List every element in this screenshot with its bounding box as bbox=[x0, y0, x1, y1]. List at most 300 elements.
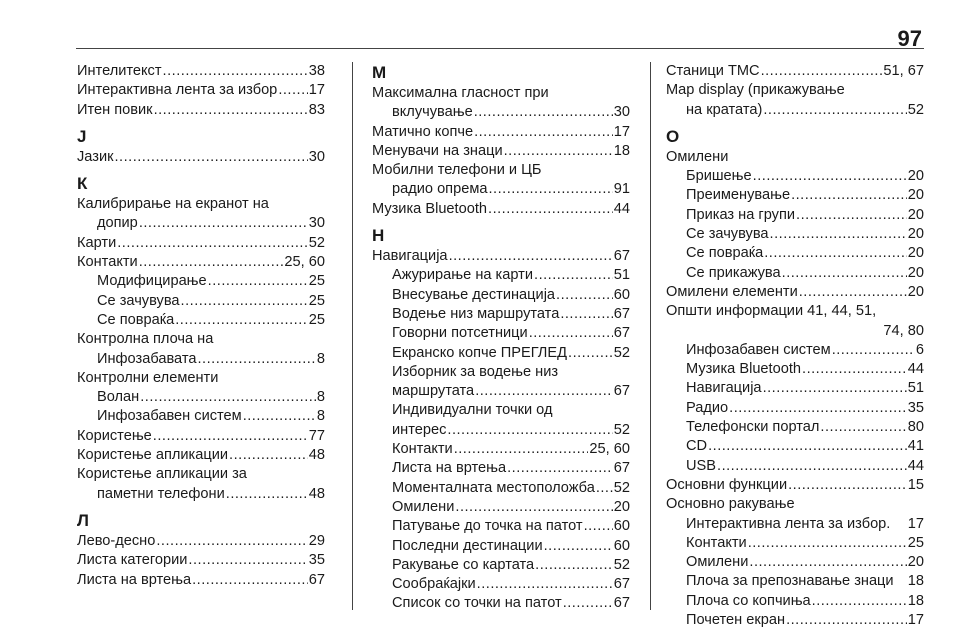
entry-text: Листа на вртења bbox=[77, 571, 192, 588]
index-line bbox=[666, 264, 924, 283]
index-entry bbox=[77, 369, 325, 388]
entry-text: Лево-десно bbox=[77, 532, 156, 549]
index-line bbox=[666, 553, 924, 572]
index-line bbox=[372, 459, 630, 478]
page-ref: 20 bbox=[907, 264, 924, 281]
dot-leader bbox=[139, 214, 308, 233]
index-entry bbox=[77, 253, 325, 272]
index-line bbox=[77, 62, 325, 81]
dot-leader bbox=[791, 186, 907, 205]
dot-leader bbox=[761, 62, 883, 81]
index-line bbox=[666, 418, 924, 437]
index-line bbox=[77, 214, 325, 233]
page-ref: 25, 60 bbox=[589, 441, 630, 458]
dot-leader bbox=[504, 142, 613, 161]
dot-leader bbox=[832, 341, 915, 360]
index-entry bbox=[77, 330, 325, 369]
index-subentry bbox=[77, 407, 325, 426]
index-line bbox=[666, 592, 924, 611]
entry-text: Модифицирање bbox=[97, 273, 207, 290]
page-ref: 17 bbox=[907, 515, 924, 532]
index-subentry bbox=[666, 186, 924, 205]
entry-text: Основни функции bbox=[666, 476, 788, 493]
index-line bbox=[666, 302, 924, 321]
page-ref: 44 bbox=[613, 200, 630, 217]
entry-text: USB bbox=[686, 457, 717, 474]
index-line bbox=[372, 247, 630, 266]
index-line bbox=[666, 244, 924, 263]
index-line bbox=[666, 62, 924, 81]
entry-text: CD bbox=[686, 438, 708, 455]
index-line bbox=[372, 401, 630, 420]
dot-leader bbox=[114, 148, 307, 167]
index-line bbox=[666, 101, 924, 120]
entry-text: Моменталната местоположба bbox=[392, 479, 595, 496]
dot-leader bbox=[753, 167, 907, 186]
entry-text: Приказ на групи bbox=[686, 206, 796, 223]
index-line bbox=[372, 575, 630, 594]
page-ref: 67 bbox=[613, 460, 630, 477]
index-letter-heading: Ј bbox=[77, 126, 87, 146]
index-line bbox=[77, 388, 325, 407]
index-subentry bbox=[666, 167, 924, 186]
dot-leader bbox=[584, 517, 613, 536]
index-line bbox=[372, 324, 630, 343]
index-entry bbox=[77, 234, 325, 253]
page-ref: 20 bbox=[907, 245, 924, 262]
index-line bbox=[77, 292, 325, 311]
index-subentry bbox=[666, 437, 924, 456]
page-ref: 20 bbox=[907, 168, 924, 185]
index-line bbox=[77, 407, 325, 426]
dot-leader bbox=[243, 407, 316, 426]
entry-text: Почетен екран bbox=[686, 612, 786, 629]
index-line bbox=[77, 485, 325, 504]
index-line bbox=[77, 81, 325, 100]
index-subentry bbox=[372, 537, 630, 556]
column-divider bbox=[650, 62, 651, 610]
index-column-3 bbox=[666, 62, 924, 629]
page-ref: 20 bbox=[907, 554, 924, 571]
entry-text: Навигација bbox=[686, 380, 762, 397]
entry-text: Контролни елементи bbox=[77, 369, 219, 386]
index-entry bbox=[77, 446, 325, 465]
entry-text: Преименување bbox=[686, 187, 791, 204]
page-ref: 74, 80 bbox=[883, 322, 924, 339]
page-ref: 15 bbox=[907, 476, 924, 493]
index-line bbox=[372, 142, 630, 161]
dot-leader bbox=[563, 594, 613, 613]
page-ref: 25, 60 bbox=[284, 254, 325, 271]
page-ref: 52 bbox=[613, 479, 630, 496]
entry-text: Листа категории bbox=[77, 552, 188, 569]
dot-leader bbox=[560, 305, 612, 324]
dot-leader bbox=[788, 476, 907, 495]
index-line bbox=[77, 532, 325, 551]
page-ref: 29 bbox=[308, 532, 325, 549]
index-line bbox=[666, 186, 924, 205]
index-subentry bbox=[666, 206, 924, 225]
page-ref: 20 bbox=[907, 187, 924, 204]
index-line bbox=[666, 476, 924, 495]
entry-text: Јазик bbox=[77, 148, 114, 165]
page-ref: 30 bbox=[613, 104, 630, 121]
dot-leader bbox=[802, 360, 907, 379]
entry-text: паметни телефони bbox=[97, 485, 225, 502]
dot-leader bbox=[749, 553, 906, 572]
page-ref: 8 bbox=[316, 408, 325, 425]
entry-text: Сообраќајки bbox=[392, 576, 476, 593]
index-line bbox=[77, 253, 325, 272]
entry-text: Интерактивна лента за избор bbox=[77, 82, 278, 99]
index-entry bbox=[77, 465, 325, 504]
entry-text: Инфозабавен систем bbox=[686, 341, 831, 358]
index-line bbox=[77, 551, 325, 570]
index-subentry bbox=[372, 363, 630, 402]
index-line bbox=[372, 200, 630, 219]
dot-leader bbox=[154, 101, 308, 120]
index-line bbox=[666, 225, 924, 244]
entry-text: Користење bbox=[77, 427, 152, 444]
entry-text: маршрутата bbox=[392, 383, 475, 400]
page-ref: 80 bbox=[907, 419, 924, 436]
entry-text: Телефонски портал bbox=[686, 419, 820, 436]
page-ref: 30 bbox=[308, 215, 325, 232]
index-subentry bbox=[666, 399, 924, 418]
entry-text: Општи информации 41, 44, 51, bbox=[666, 303, 877, 320]
page-ref: 67 bbox=[613, 248, 630, 265]
index-entry bbox=[77, 551, 325, 570]
index-line bbox=[77, 272, 325, 291]
index-line bbox=[666, 322, 924, 341]
index-line bbox=[372, 556, 630, 575]
dot-leader bbox=[229, 446, 308, 465]
index-line bbox=[372, 161, 630, 180]
entry-text: Внесување дестинација bbox=[392, 286, 556, 303]
entry-text: Индивидуални точки од bbox=[392, 402, 553, 419]
dot-leader bbox=[449, 247, 613, 266]
entry-text: Интелитекст bbox=[77, 63, 162, 79]
index-line bbox=[372, 517, 630, 536]
entry-text: Омилени bbox=[392, 498, 455, 515]
entry-text: Омилени bbox=[686, 554, 749, 571]
index-line bbox=[372, 440, 630, 459]
index-line bbox=[77, 350, 325, 369]
dot-leader bbox=[534, 266, 613, 285]
page-ref: 25 bbox=[308, 311, 325, 328]
page-ref: 30 bbox=[308, 148, 325, 165]
dot-leader bbox=[596, 479, 613, 498]
index-line bbox=[666, 283, 924, 302]
index-letter-heading: Л bbox=[77, 510, 89, 530]
page-ref: 44 bbox=[907, 361, 924, 378]
dot-leader bbox=[181, 292, 308, 311]
page-ref: 18 bbox=[613, 142, 630, 159]
index-line bbox=[372, 498, 630, 517]
dot-leader bbox=[475, 382, 613, 401]
page-ref: 17 bbox=[907, 612, 924, 629]
dot-leader bbox=[477, 575, 613, 594]
index-line bbox=[77, 148, 325, 167]
index-line bbox=[77, 369, 325, 388]
entry-text: Итен повик bbox=[77, 101, 153, 118]
index-subentry bbox=[372, 594, 630, 613]
entry-text: Максимална гласност при bbox=[372, 85, 549, 101]
page-ref: 52 bbox=[613, 556, 630, 573]
index-entry bbox=[372, 84, 630, 123]
page-ref: 41 bbox=[907, 438, 924, 455]
index-line bbox=[666, 457, 924, 476]
dot-leader bbox=[782, 264, 907, 283]
index-subentry bbox=[77, 388, 325, 407]
index-line bbox=[372, 382, 630, 401]
page-ref: 35 bbox=[907, 399, 924, 416]
entry-text: вклучување bbox=[392, 104, 473, 121]
index-subentry bbox=[77, 311, 325, 330]
entry-text: Бришење bbox=[686, 168, 752, 185]
entry-text: Музика Bluetooth bbox=[372, 200, 488, 217]
index-line bbox=[372, 286, 630, 305]
entry-text: Се зачувува bbox=[686, 226, 769, 243]
index-line bbox=[666, 206, 924, 225]
dot-leader bbox=[812, 592, 907, 611]
entry-text: интерес bbox=[392, 421, 447, 438]
dot-leader bbox=[544, 537, 613, 556]
index-line bbox=[77, 427, 325, 446]
entry-text: Користење апликации bbox=[77, 447, 229, 464]
entry-text: Менувачи на знаци bbox=[372, 142, 503, 159]
index-line bbox=[372, 266, 630, 285]
dot-leader bbox=[140, 388, 316, 407]
page-ref: 17 bbox=[613, 123, 630, 140]
dot-leader bbox=[278, 81, 307, 100]
index-entry bbox=[372, 142, 630, 161]
index-entry bbox=[77, 148, 325, 167]
page-ref: 51 bbox=[613, 267, 630, 284]
index-subentry bbox=[372, 266, 630, 285]
index-line bbox=[372, 479, 630, 498]
dot-leader bbox=[799, 283, 907, 302]
dot-leader bbox=[729, 399, 907, 418]
entry-text: Контакти bbox=[392, 441, 453, 458]
index-letter-heading: Н bbox=[372, 226, 385, 246]
entry-text: Екранско копче ПРЕГЛЕД bbox=[392, 344, 568, 361]
index-subentry bbox=[372, 401, 630, 440]
index-line bbox=[77, 571, 325, 590]
index-line bbox=[372, 180, 630, 199]
page-number: 97 bbox=[897, 26, 922, 51]
entry-text: Список со точки на патот bbox=[392, 595, 562, 612]
dot-leader bbox=[192, 571, 308, 590]
index-line bbox=[372, 537, 630, 556]
dot-leader bbox=[770, 225, 907, 244]
index-line bbox=[372, 363, 630, 382]
entry-text: Контакти bbox=[686, 534, 747, 551]
entry-text: Интерактивна лента за избор. bbox=[686, 515, 891, 532]
entry-text: Изборник за водење низ bbox=[392, 363, 559, 380]
index-line bbox=[372, 123, 630, 142]
page-ref: 6 bbox=[915, 341, 924, 358]
index-entry bbox=[77, 532, 325, 551]
entry-text: Матично копче bbox=[372, 123, 474, 140]
index-entry bbox=[372, 200, 630, 219]
page-ref: 20 bbox=[907, 283, 924, 300]
index-line bbox=[77, 446, 325, 465]
index-line bbox=[666, 437, 924, 456]
entry-text: Контролна плоча на bbox=[77, 331, 214, 348]
index-line bbox=[666, 515, 924, 534]
entry-text: Се повраќа bbox=[686, 245, 764, 262]
entry-text: Плоча со копчиња bbox=[686, 592, 811, 609]
dot-leader bbox=[717, 457, 907, 476]
dot-leader bbox=[556, 286, 613, 305]
page-ref: 67 bbox=[613, 576, 630, 593]
index-line bbox=[666, 572, 924, 591]
index-subentry bbox=[372, 479, 630, 498]
index-subentry bbox=[372, 305, 630, 324]
page-ref: 77 bbox=[308, 427, 325, 444]
page-ref: 25 bbox=[907, 534, 924, 551]
index-line bbox=[666, 611, 924, 630]
entry-text: Мобилни телефони и ЦБ bbox=[372, 162, 542, 179]
entry-text: Контакти bbox=[77, 254, 138, 271]
index-letter-heading: О bbox=[666, 126, 680, 146]
index-entry bbox=[666, 148, 924, 167]
page-ref: 25 bbox=[308, 273, 325, 290]
index-line bbox=[77, 465, 325, 484]
index-subentry bbox=[372, 286, 630, 305]
dot-leader bbox=[117, 234, 308, 253]
dot-leader bbox=[226, 485, 308, 504]
page-ref: 60 bbox=[613, 286, 630, 303]
entry-text: Калибрирање на екранот на bbox=[77, 196, 269, 213]
dot-leader bbox=[197, 350, 315, 369]
page-ref: 17 bbox=[308, 82, 325, 99]
entry-text: Волан bbox=[97, 389, 140, 406]
index-line bbox=[666, 81, 924, 100]
index-subentry bbox=[666, 515, 924, 534]
entry-text: Музика Bluetooth bbox=[686, 361, 802, 378]
dot-leader bbox=[535, 556, 613, 575]
dot-leader bbox=[796, 206, 907, 225]
page-ref: 35 bbox=[308, 552, 325, 569]
page-ref: 67 bbox=[613, 383, 630, 400]
dot-leader bbox=[455, 498, 612, 517]
index-entry bbox=[666, 62, 924, 81]
entry-text: Водење низ маршрутата bbox=[392, 305, 560, 322]
index-entry bbox=[666, 495, 924, 514]
page-ref: 60 bbox=[613, 518, 630, 535]
index-entry bbox=[666, 283, 924, 302]
entry-text: Омилени bbox=[666, 148, 729, 165]
dot-leader bbox=[708, 437, 907, 456]
entry-text: Навигација bbox=[372, 248, 448, 265]
index-entry bbox=[77, 195, 325, 234]
index-entry bbox=[77, 62, 325, 81]
entry-text: Инфозабавата bbox=[97, 350, 197, 367]
entry-text: Инфозабавен систем bbox=[97, 408, 242, 425]
page-ref: 67 bbox=[613, 595, 630, 612]
page-ref: 67 bbox=[308, 571, 325, 588]
page-ref: 51 bbox=[907, 380, 924, 397]
index-line bbox=[372, 421, 630, 440]
entry-text: Патување до точка на патот bbox=[392, 518, 583, 535]
dot-leader bbox=[820, 418, 906, 437]
entry-text: Map display (прикажување bbox=[666, 82, 845, 99]
index-subentry bbox=[666, 572, 924, 591]
page-ref: 48 bbox=[308, 447, 325, 464]
entry-text: Се повраќа bbox=[97, 311, 175, 328]
index-entry bbox=[666, 476, 924, 495]
page-ref: 8 bbox=[316, 389, 325, 406]
index-line bbox=[666, 379, 924, 398]
dot-leader bbox=[568, 344, 613, 363]
dot-leader bbox=[474, 123, 613, 142]
entry-text: радио опрема bbox=[392, 181, 488, 198]
page-ref: 67 bbox=[613, 325, 630, 342]
entry-text: Карти bbox=[77, 234, 117, 251]
entry-text: Радио bbox=[686, 399, 729, 416]
dot-leader bbox=[153, 427, 308, 446]
page-ref: 91 bbox=[613, 181, 630, 198]
index-line bbox=[77, 101, 325, 120]
index-entry bbox=[372, 161, 630, 200]
index-subentry bbox=[666, 244, 924, 263]
entry-text: Плоча за препознавање знаци bbox=[686, 573, 894, 590]
page-ref: 18 bbox=[907, 592, 924, 609]
index-subentry bbox=[372, 344, 630, 363]
index-subentry bbox=[666, 379, 924, 398]
entry-text: Основно ракување bbox=[666, 496, 795, 513]
dot-leader bbox=[156, 532, 307, 551]
page-ref: 48 bbox=[308, 485, 325, 502]
column-divider bbox=[352, 62, 353, 610]
page-ref: 83 bbox=[308, 101, 325, 118]
page-ref: 52 bbox=[613, 344, 630, 361]
index-subentry bbox=[666, 553, 924, 572]
index-line bbox=[372, 344, 630, 363]
index-subentry bbox=[666, 264, 924, 283]
index-letter-heading: М bbox=[372, 63, 387, 82]
dot-leader bbox=[748, 534, 907, 553]
dot-leader bbox=[208, 272, 308, 291]
index-subentry bbox=[77, 272, 325, 291]
index-subentry bbox=[666, 457, 924, 476]
entry-text: Ракување со картата bbox=[392, 556, 535, 573]
page-ref: 20 bbox=[907, 226, 924, 243]
index-entry bbox=[372, 247, 630, 266]
index-subentry bbox=[666, 611, 924, 630]
dot-leader bbox=[175, 311, 308, 330]
dot-leader bbox=[763, 101, 906, 120]
entry-text: Омилени елементи bbox=[666, 283, 798, 300]
index-entry bbox=[372, 123, 630, 142]
dot-leader bbox=[188, 551, 307, 570]
dot-leader bbox=[507, 459, 613, 478]
page-ref: 67 bbox=[613, 305, 630, 322]
index-subentry bbox=[666, 534, 924, 553]
index-line bbox=[77, 330, 325, 349]
index-line bbox=[372, 594, 630, 613]
page-ref: 60 bbox=[613, 537, 630, 554]
index-line bbox=[666, 399, 924, 418]
entry-text: Станици TMC bbox=[666, 63, 760, 79]
index-line bbox=[77, 234, 325, 253]
index-subentry bbox=[77, 292, 325, 311]
dot-leader bbox=[763, 379, 907, 398]
entry-text: Ажурирање на карти bbox=[392, 267, 534, 284]
index-entry bbox=[666, 81, 924, 120]
